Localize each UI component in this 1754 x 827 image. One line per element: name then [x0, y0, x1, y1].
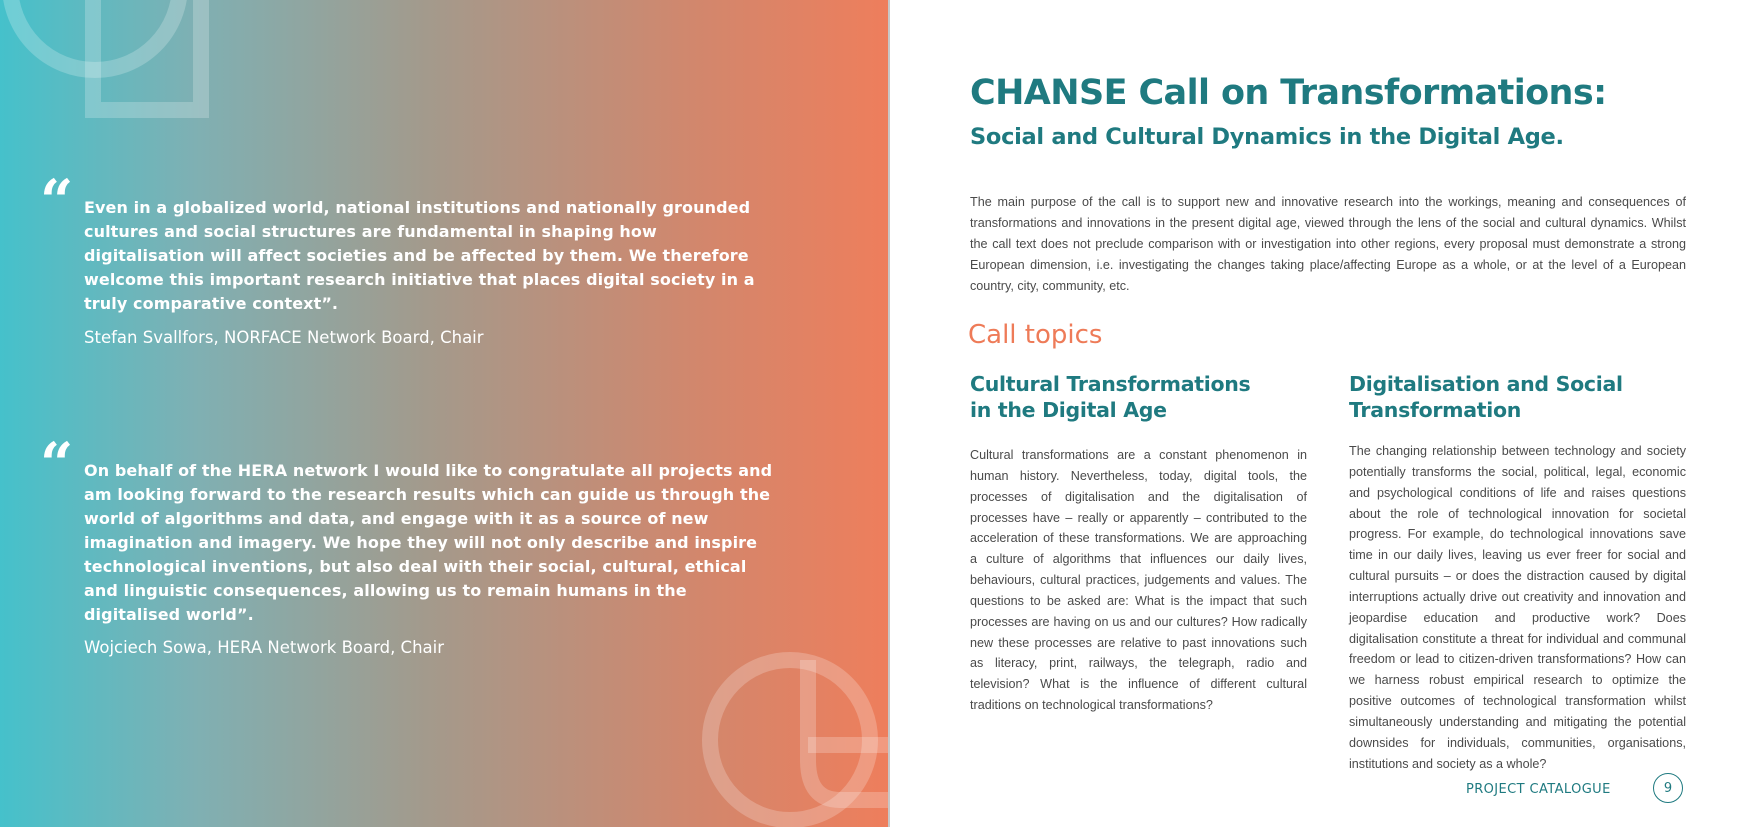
quote-author: Wojciech Sowa, HERA Network Board, Chair	[84, 638, 445, 657]
quote-text: On behalf of the HERA network I would like to congratulate all projects and am looking forward to the research results which can guide us through the world of algorithms and data, and engage with it as a source of new imagination and imagery. We hope they will not only describe and inspire technological inventions, but also deal with their social, cultural, ethical and linguistic consequences, allowing us to remain humans in the digitalised world”.	[84, 461, 773, 624]
topic-heading-line: Cultural Transformations	[970, 372, 1251, 396]
quote-mark-icon: “	[40, 167, 74, 235]
page-subtitle: Social and Cultural Dynamics in the Digital Age.	[970, 124, 1564, 150]
intro-paragraph: The main purpose of the call is to support new and innovative research into the workings, meaning and consequences of transformations and innovations in the present digital age, viewed through the lens of the social and cultural dynamics. Whilst the call text does not preclude comparison with or investigation into other regions, every proposal must demonstrate a strong European dimension, i.e. investigating the changes taking place/affecting Europe as a whole, or at the level of a European country, city, community, etc.	[970, 195, 1686, 293]
page-title: CHANSE Call on Transformations:	[970, 73, 1607, 113]
topic-heading	[1349, 371, 1699, 423]
topic-text: Cultural transformations are a constant phenomenon in human history. Nevertheless, today, digital tools, the processes of digitalisation and the digitalisation of processes have – really or apparently – contributed to the acceleration of these transformations. We are approaching a culture of algorithms that influences our daily lives, behaviours, cultural practices, judgements and values. The questions to be asked are: What is the impact that such processes are having on us and our cultures? How radically new these processes are relative to past innovations such as literacy, print, railways, the telegraph, radio and television? What is the influence of different cultural traditions on technological transformations?	[970, 448, 1307, 713]
page-divider	[888, 0, 890, 827]
topic-heading-line: Transformation	[1349, 398, 1522, 422]
topic-heading	[970, 371, 1320, 423]
quote-mark-icon: “	[40, 430, 74, 498]
footer-label: PROJECT CATALOGUE	[1466, 782, 1611, 797]
topic-heading-line: in the Digital Age	[970, 398, 1167, 422]
topic-heading-line: Digitalisation and Social	[1349, 372, 1623, 396]
quote-author: Stefan Svallfors, NORFACE Network Board, Chair	[84, 328, 484, 347]
quote-text: Even in a globalized world, national institutions and nationally grounded cultures and social structures are fundamental in shaping how digitalisation will affect societies and be affected by them. We therefore welcome this important research initiative that places digital society in a truly comparative context”.	[84, 198, 755, 313]
topic-text: The changing relationship between technology and society potentially transforms the social, political, legal, economic and psychological conditions of life and raises questions about the role of technological innovation for societal progress. For example, do technological innovations save time in our daily lives, leaving us ever freer for social and cultural pursuits – or does the distraction caused by digital interruptions actually drive out creativity and innovation and jeopardise education and productive work? Does digitalisation constitute a threat for individual and communal freedom or lead to citizen-driven transformations? How can we harness robust empirical research to optimize the positive outcomes of technological transformation whilst simultaneously understanding and mitigating the potential downsides for individuals, communities, organisations, institutions and society as a whole?	[1349, 444, 1686, 771]
call-topics-heading: Call topics	[968, 320, 1103, 350]
page-number: 9	[1653, 773, 1683, 803]
